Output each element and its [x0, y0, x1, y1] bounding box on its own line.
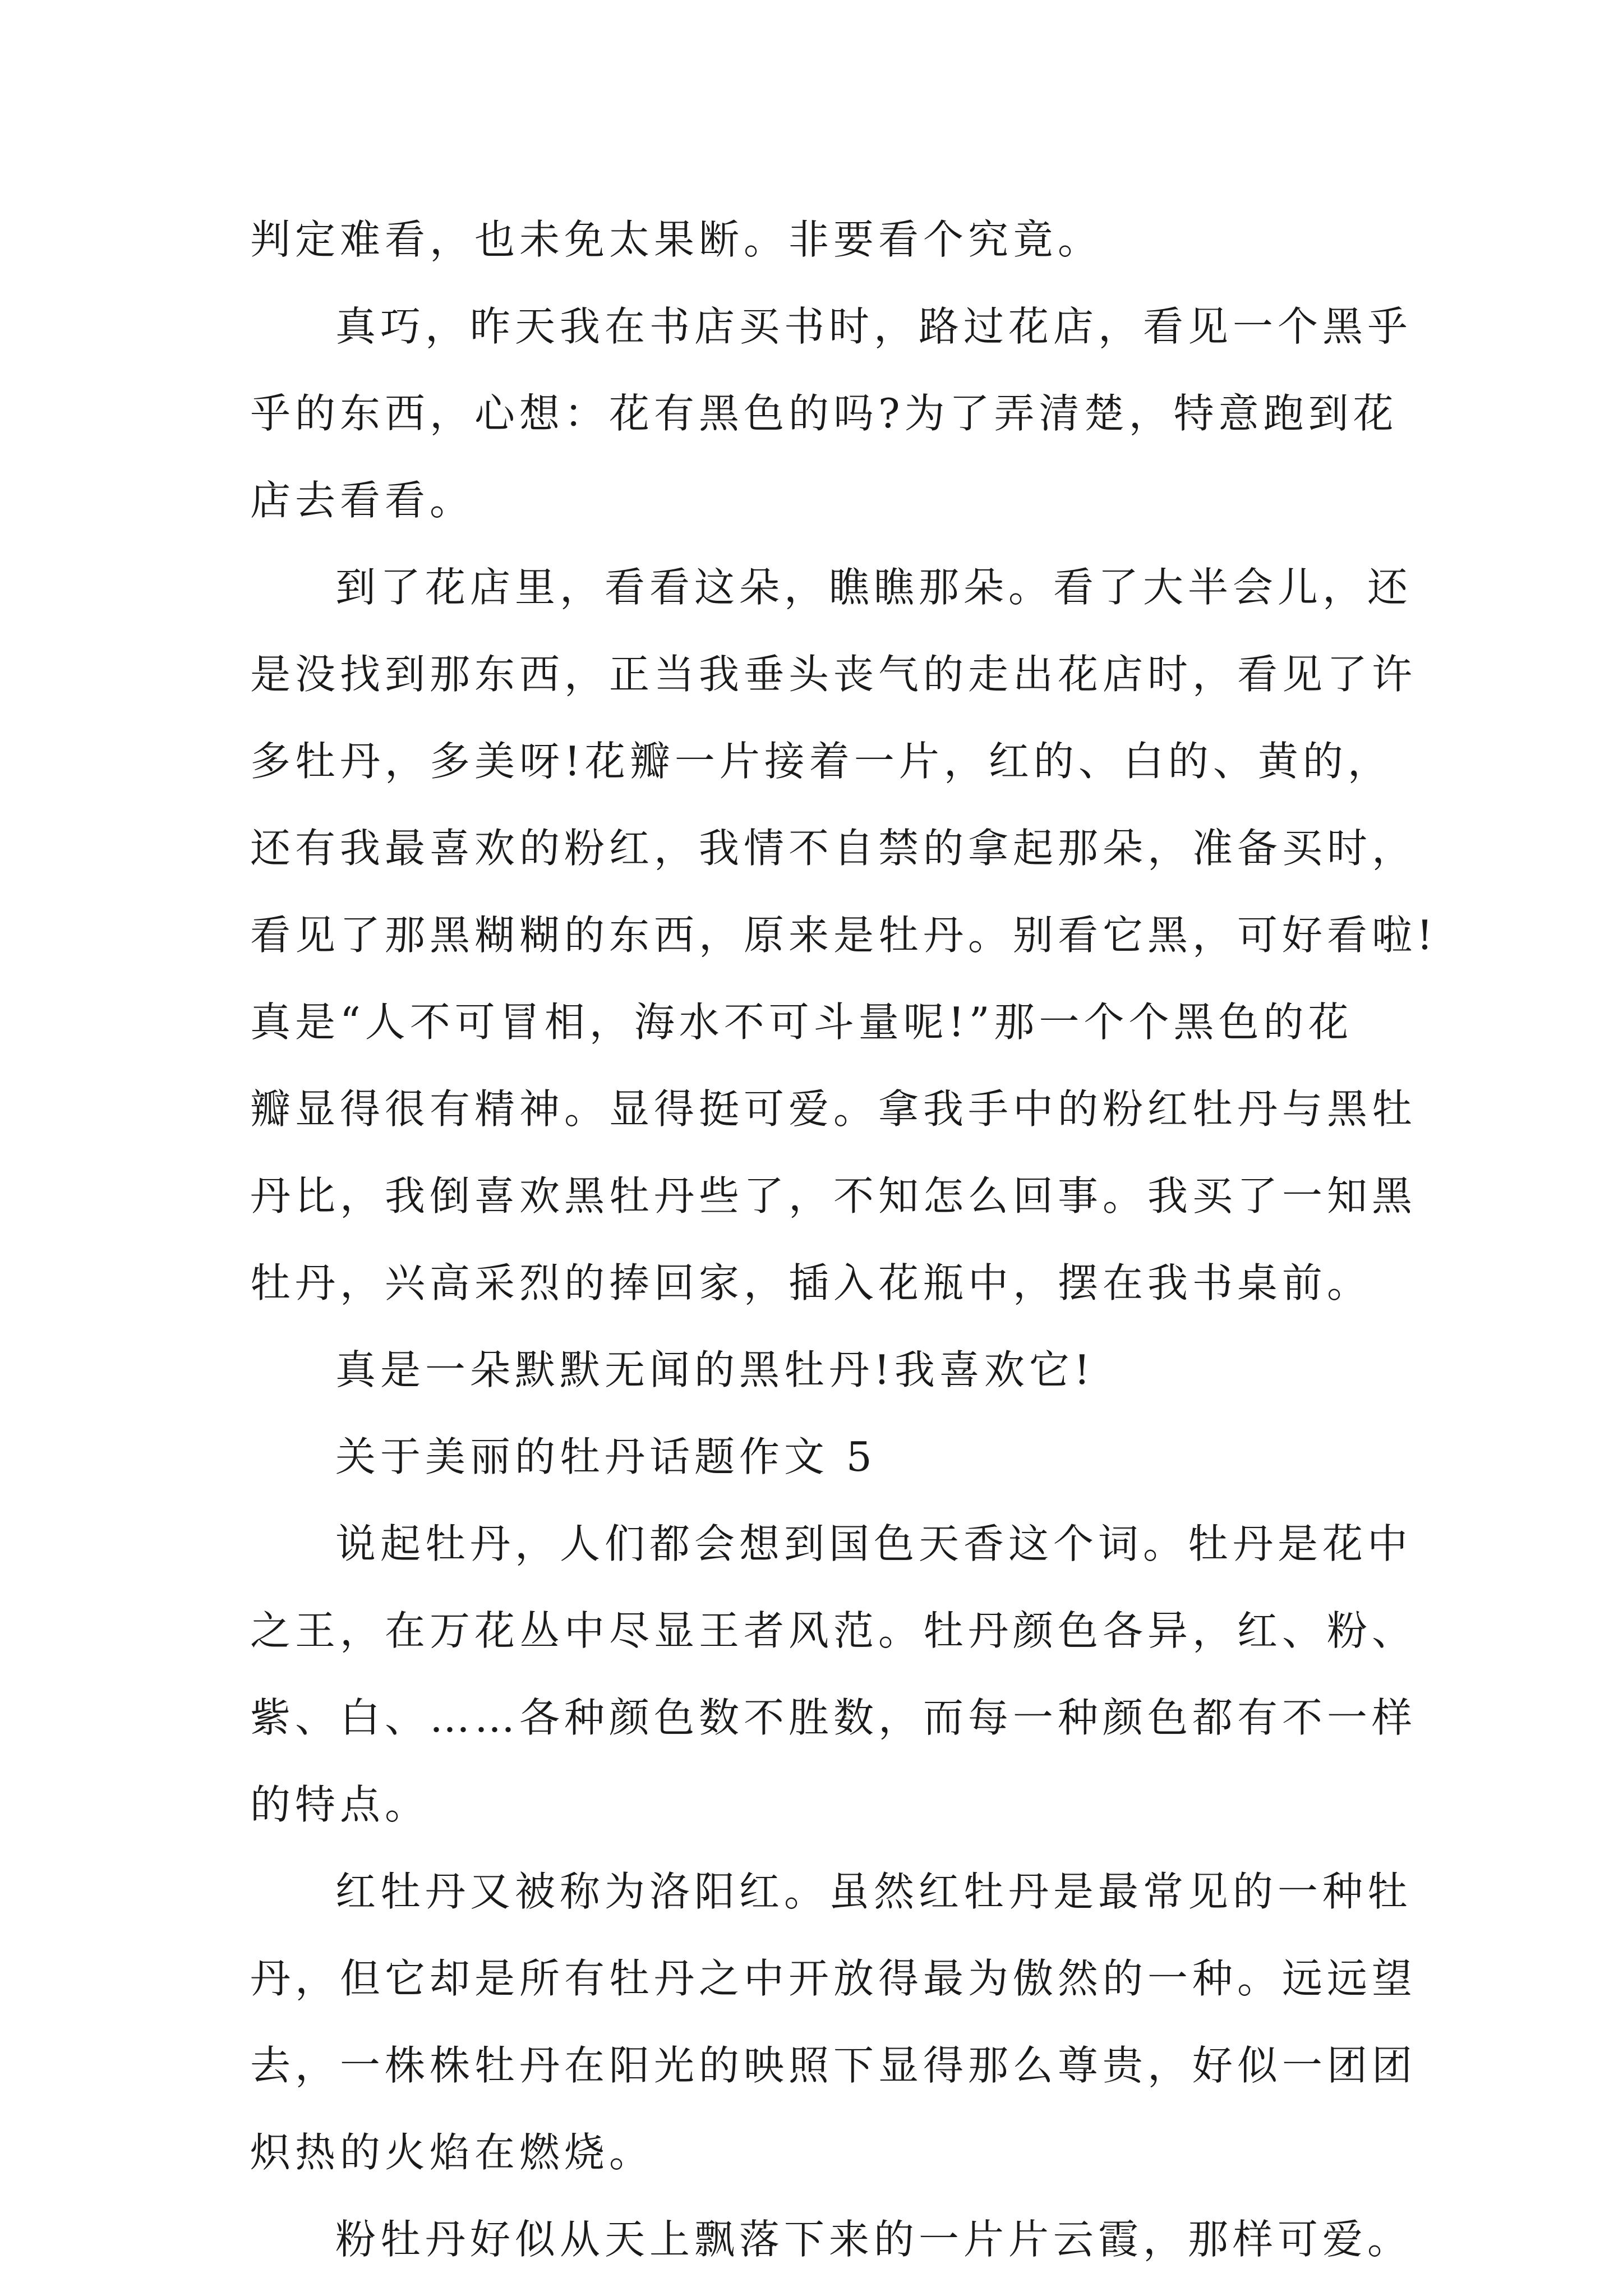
text-line: 到了花店里，看看这朵，瞧瞧那朵。看了大半会儿，还	[335, 564, 1413, 611]
text-line: 牡丹，兴高采烈的捧回家，插入花瓶中，摆在我书桌前。	[250, 1259, 1372, 1306]
text-line: 店去看看。	[250, 477, 475, 524]
text-line: 真是“人不可冒相，海水不可斗量呢!”那一个个黑色的花	[250, 999, 1353, 1046]
text-line: 的特点。	[250, 1781, 430, 1828]
body-text	[250, 196, 1437, 2283]
text-line: 丹比，我倒喜欢黑牡丹些了，不知怎么回事。我买了一知黑	[250, 1172, 1417, 1220]
text-line: 红牡丹又被称为洛阳红。虽然红牡丹是最常见的一种牡	[335, 1868, 1413, 1915]
text-line: 判定难看，也未免太果断。非要看个究竟。	[250, 216, 1103, 263]
text-line: 之王，在万花丛中尽显王者风范。牡丹颜色各异，红、粉、	[250, 1607, 1417, 1654]
text-line: 看见了那黑糊糊的东西，原来是牡丹。别看它黑，可好看啦!	[250, 912, 1437, 959]
text-line: 瓣显得很有精神。显得挺可爱。拿我手中的粉红牡丹与黑牡	[250, 1085, 1417, 1133]
text-line: 还有我最喜欢的粉红，我情不自禁的拿起那朵，准备买时，	[250, 825, 1417, 872]
text-line: 是没找到那东西，正当我垂头丧气的走出花店时，看见了许	[250, 651, 1417, 698]
text-line: 真巧，昨天我在书店买书时，路过花店，看见一个黑乎	[335, 303, 1413, 350]
text-line: 乎的东西，心想：花有黑色的吗?为了弄清楚，特意跑到花	[250, 390, 1398, 437]
text-line: 紫、白、……各种颜色数不胜数，而每一种颜色都有不一样	[250, 1694, 1417, 1741]
text-line: 多牡丹，多美呀!花瓣一片接着一片，红的、白的、黄的，	[250, 738, 1393, 785]
section-heading: 关于美丽的牡丹话题作文 5	[335, 1433, 877, 1480]
text-line: 去，一株株牡丹在阳光的映照下显得那么尊贵，好似一团团	[250, 2042, 1417, 2089]
text-line: 说起牡丹，人们都会想到国色天香这个词。牡丹是花中	[335, 1520, 1413, 1567]
text-line: 粉牡丹好似从天上飘落下来的一片片云霞，那样可爱。	[335, 2216, 1413, 2263]
text-line: 炽热的火焰在燃烧。	[250, 2129, 654, 2176]
text-line: 真是一朵默默无闻的黑牡丹!我喜欢它!	[335, 1346, 1095, 1393]
text-line: 丹，但它却是所有牡丹之中开放得最为傲然的一种。远远望	[250, 1955, 1417, 2002]
